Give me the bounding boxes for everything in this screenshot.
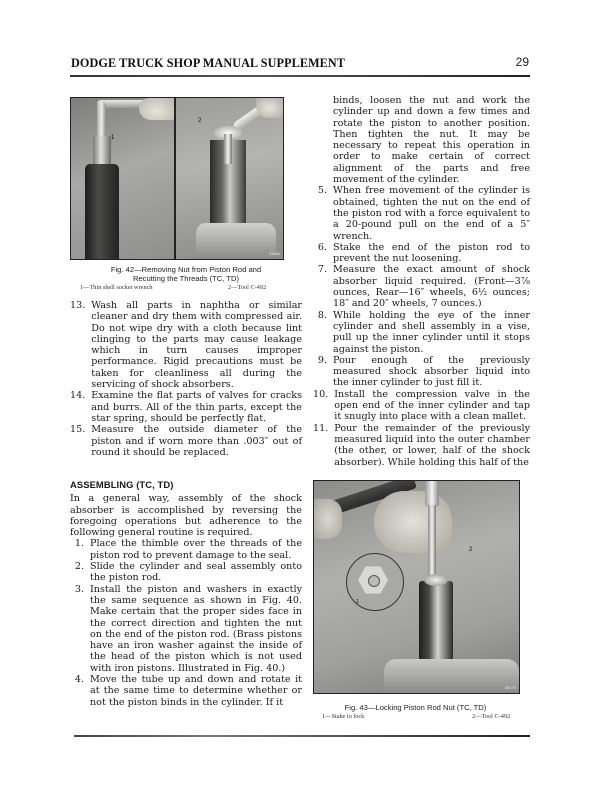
step-text: Move the tube up and down and rotate it at the same time to determine whether or not the piston binds in the cylinder. If it [90,674,302,708]
manual-title: DODGE TRUCK SHOP MANUAL SUPPLEMENT [71,56,346,70]
step-number: 10. [313,388,329,400]
assembly-step-9 [313,355,530,389]
assembly-step-6 [313,242,530,265]
step-15 [70,424,302,458]
step-text: Examine the flat parts of valves for cracks and burrs. All of the thin parts, except the star spring, should be perfectly flat. [91,390,302,424]
step-number: 1. [74,538,84,550]
step-13 [70,300,302,390]
cylinder-top [424,574,448,586]
figure-42-photo-left [70,97,175,260]
hand-right [374,491,452,553]
step-number: 9. [317,354,327,366]
step-number: 7. [317,264,327,276]
step-number: 11. [313,422,329,434]
callout-1: 1 [356,599,359,605]
step-number: 14. [70,390,86,402]
figure-43-legend-right: 2—Tool C-492 [472,713,511,720]
vise [384,659,519,693]
socket [93,136,111,166]
page-header [71,56,529,72]
figure-43-photo [313,480,520,694]
photo-code: 31184 [269,251,280,256]
step-number: 6. [317,241,327,253]
step-number: 3. [74,583,84,595]
callout-2: 2 [198,118,202,124]
step-text: Measure the exact amount of shock absorber liquid required. (Front—3⅞ ounces, Rear—16″ wheels, 6½ ounces; 18″ and 20″ wheels, 7 ounces.) [333,264,530,310]
step-text: Slide the cylinder and seal assembly onto the piston rod. [90,561,302,584]
hand [139,98,174,120]
assembly-step-8 [313,310,530,355]
section-intro: In a general way, assembly of the shock absorber is accomplished by reversing the foregoing operations but adherence to the following general routine is required. [70,493,302,539]
cylinder [85,164,119,259]
hand [256,98,283,118]
step-text: Install the compression valve in the open end of the inner cylinder and tap it snugly into place with a clean mallet. [334,388,530,423]
figure-43-caption: Fig. 43—Locking Piston Rod Nut (TC, TD) [344,703,487,712]
step-text: Place the thimble over the threads of the piston rod to prevent damage to the seal. [90,538,302,561]
caption-line-1: Fig. 42—Removing Nut from Piston Rod and [110,265,262,274]
figure-42-caption [70,265,302,283]
step-text: Pour enough of the previously measured shock absorber liquid into the inner cylinder to just fill it. [333,354,530,389]
step-number: 5. [317,185,327,197]
step-text: Install the piston and washers in exactly the same sequence as shown in Fig. 40. Make certain that the proper sides face in the correct direction and tighten the nut on the end of the piston rod. (Brass pistons have an iron washer against the inside of the head of the piston which is not used with iron pistons. Illustrated in Fig. 40.) [90,583,302,674]
assembly-step-2 [70,561,302,584]
assembly-step-10 [313,389,530,423]
punch-tool [425,481,439,507]
step-number: 8. [317,309,327,321]
assembly-step-4 [70,674,302,708]
header-rule [70,75,530,77]
callout-1: 1 [111,135,115,141]
caption-line-2: Recutting the Threads (TC, TD) [132,274,240,283]
right-column-text [313,95,530,468]
step-text: While holding the eye of the inner cylinder and shell assembly in a vise, pull up the inner cylinder until it stops against the piston. [333,309,530,355]
assembling-section [70,479,302,708]
assembly-step-7 [313,264,530,309]
punch-rod [428,505,436,577]
continuation-text: binds, loosen the nut and work the cylinder up and down a few times and rotate the piston to another position. Then tighten the nut. It may be necessary to repeat this operation in order to make certain of correct alignment of the parts and free movement of the cylinder. [333,95,530,186]
figure-43-legend-left: 1—Stake to lock [322,713,365,720]
step-text: When free movement of the cylinder is obtained, tighten the nut on the end of the piston rod with a force equivalent to a 20-pound pull on the end of a 5″ wrench. [333,185,530,242]
step-14 [70,390,302,424]
step-number: 15. [70,424,86,436]
wrench-shaft [97,102,106,137]
step-number: 4. [74,674,84,686]
inner-rod [224,134,232,164]
figure-42 [70,97,302,272]
callout-2: 2 [469,547,473,553]
step-text: Wash all parts in naphtha or similar cleaner and dry them with compressed air. Do not wipe dry with a cloth because lint clinging to the parts may cause leakage which in turn causes improper performance. Rigid precautions must be taken for cleanliness all during the servicing of shock absorbers. [91,300,302,391]
vise [196,223,276,259]
step-text: Stake the end of the piston rod to prevent the nut loosening. [333,241,530,265]
step-number: 13. [70,300,86,311]
step-4-continuation [313,95,530,185]
hand-left [314,499,342,539]
section-heading: ASSEMBLING (TC, TD) [70,479,174,490]
footer-rule [74,735,530,737]
assembly-step-5 [313,185,530,241]
step-number: 2. [74,561,84,573]
left-steps [70,300,302,458]
assembly-step-1 [70,538,302,561]
figure-42-legend-left: 1—Thin shell socket wrench [80,284,153,291]
assembly-step-3 [70,584,302,674]
photo-code: 35179 [504,685,516,690]
page-number: 29 [515,55,529,69]
nut-center [368,575,380,587]
indent [313,95,333,185]
step-text: Measure the outside diameter of the piston and if worn more than .003″ out of round it should be replaced. [91,424,302,458]
assembly-step-11 [313,423,530,468]
step-text: Pour the remainder of the previously measured liquid into the outer chamber (the other, or lower, half of the shock absorber). While holding this half of the [334,422,530,468]
figure-42-photo-right [175,97,284,260]
figure-42-legend-right: 2—Tool C-492 [228,284,267,291]
